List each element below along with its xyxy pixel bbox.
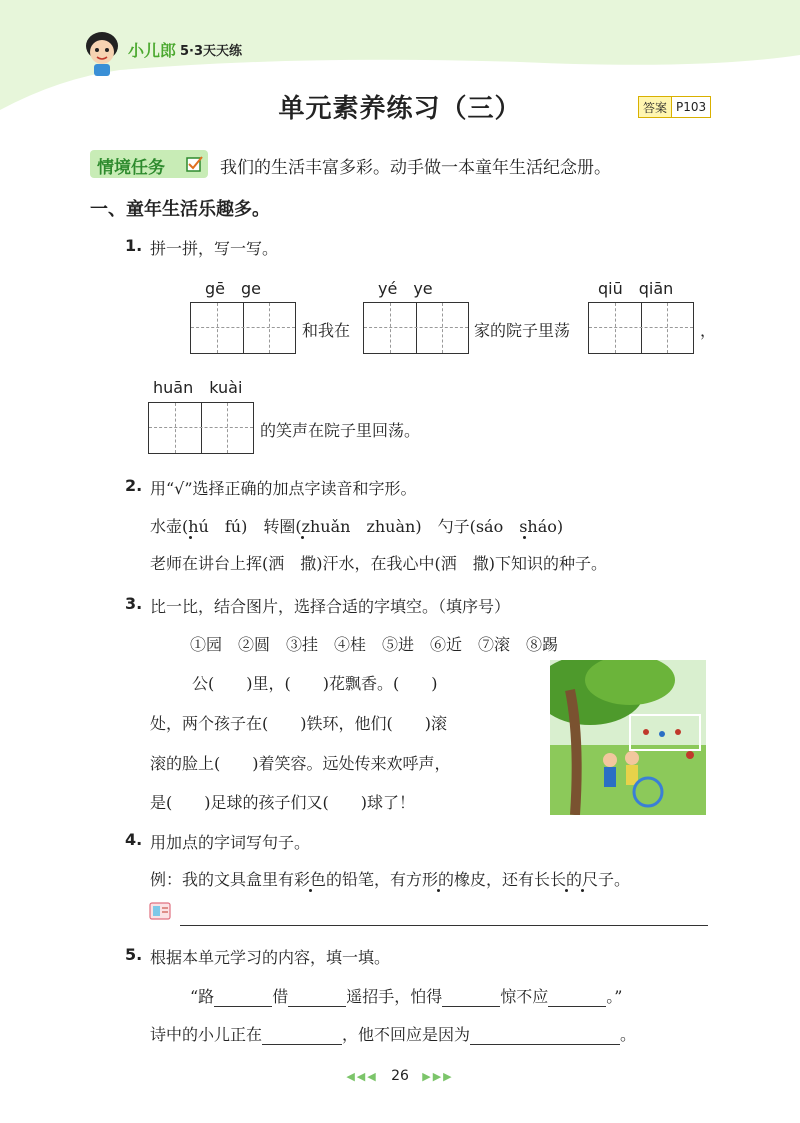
playground-illustration	[550, 660, 706, 815]
writing-box[interactable]	[363, 302, 469, 354]
answer-reference[interactable]	[638, 96, 711, 118]
example-sentence: 例：我的文具盒里有彩色的铅笔，有方形的橡皮，还有长长的尺子。	[150, 870, 631, 889]
fill-line: 公( )里，( )花飘香。( )	[192, 674, 438, 693]
sentence-text: 和我在	[302, 321, 351, 340]
question-number: 5.	[125, 945, 143, 964]
answer-line[interactable]	[180, 925, 708, 926]
question-prompt: 根据本单元学习的内容，填一填。	[150, 948, 391, 967]
question-prompt: 比一比，结合图片，选择合适的字填空。（填序号）	[150, 597, 511, 616]
question-line: 水壶(hú fú) 转圈(zhuǎn zhuàn) 勺子(sáo sháo)	[150, 517, 564, 536]
poem-fill-line	[190, 984, 622, 1007]
pinyin-label: gē ge	[205, 279, 262, 298]
blank[interactable]	[214, 987, 272, 1007]
question-prompt: 用加点的字词写句子。	[150, 833, 311, 852]
sentence-text: ，	[700, 321, 717, 340]
blank[interactable]	[288, 987, 346, 1007]
question-number: 4.	[125, 830, 143, 849]
pinyin-label: qiū qiān	[598, 279, 674, 298]
page-footer	[0, 1068, 800, 1084]
poem-text: “路	[190, 987, 215, 1006]
blank[interactable]	[548, 987, 606, 1007]
fill-line: 滚的脸上( )着笑容。远处传来欢呼声，	[150, 754, 451, 773]
emphasis-dot	[523, 536, 526, 539]
poem-text: 诗中的小儿正在	[150, 1025, 263, 1044]
blank[interactable]	[470, 1025, 620, 1045]
emphasis-dot	[189, 536, 192, 539]
writing-box[interactable]	[190, 302, 296, 354]
poem-text: 惊不应	[500, 987, 549, 1006]
emphasis-dot	[565, 889, 568, 892]
series-name: 5·3天天练	[180, 44, 243, 59]
page-number: 26	[391, 1068, 409, 1084]
page-title: 单元素养练习（三）	[278, 94, 522, 124]
task-text: 我们的生活丰富多彩。动手做一本童年生活纪念册。	[220, 158, 611, 178]
section-title: 一、童年生活乐趣多。	[90, 199, 270, 220]
option-list: ①园 ②圆 ③挂 ④桂 ⑤进 ⑥近 ⑦滚 ⑧踢	[190, 635, 559, 654]
task-label: 情境任务	[97, 158, 165, 178]
question-number: 1.	[125, 236, 143, 255]
emphasis-dot	[309, 889, 312, 892]
checkbox-icon	[186, 155, 204, 173]
sentence-text: 的笑声在院子里回荡。	[260, 421, 421, 440]
fill-line: 是( )足球的孩子们又( )球了！	[150, 793, 415, 812]
notebook-icon	[148, 900, 174, 922]
answer-page: P103	[671, 97, 710, 117]
poem-text: 借	[272, 987, 289, 1006]
emphasis-dot	[301, 536, 304, 539]
question-prompt: 用“√”选择正确的加点字读音和字形。	[150, 479, 417, 498]
fill-line: 处，两个孩子在( )铁环，他们( )滚	[150, 714, 447, 733]
pinyin-label: huān kuài	[153, 378, 243, 397]
writing-box[interactable]	[588, 302, 694, 354]
question-prompt: 拼一拼，写一写。	[150, 239, 279, 258]
poem-text: 遥招手，怕得	[346, 987, 443, 1006]
question-number: 3.	[125, 594, 143, 613]
blank[interactable]	[262, 1025, 342, 1045]
right-arrows-icon: ▶▶▶	[422, 1070, 454, 1083]
poem-text: ，他不回应是因为	[342, 1025, 471, 1044]
answer-label: 答案	[643, 100, 668, 115]
writing-box[interactable]	[148, 402, 254, 454]
boy-mascot-icon	[80, 28, 124, 76]
poem-fill-line	[150, 1022, 636, 1045]
emphasis-dot	[581, 889, 584, 892]
brand-logo: 小儿郎	[128, 41, 177, 60]
pinyin-label: yé ye	[378, 279, 433, 298]
emphasis-dot	[437, 889, 440, 892]
poem-text: 。	[620, 1025, 637, 1044]
question-number: 2.	[125, 476, 143, 495]
left-arrows-icon: ◀◀◀	[346, 1070, 378, 1083]
sentence-text: 家的院子里荡	[474, 321, 571, 340]
question-line: 老师在讲台上挥(洒 撒)汗水，在我心中(洒 撒)下知识的种子。	[150, 554, 607, 573]
poem-text: 。”	[606, 987, 623, 1006]
blank[interactable]	[442, 987, 500, 1007]
